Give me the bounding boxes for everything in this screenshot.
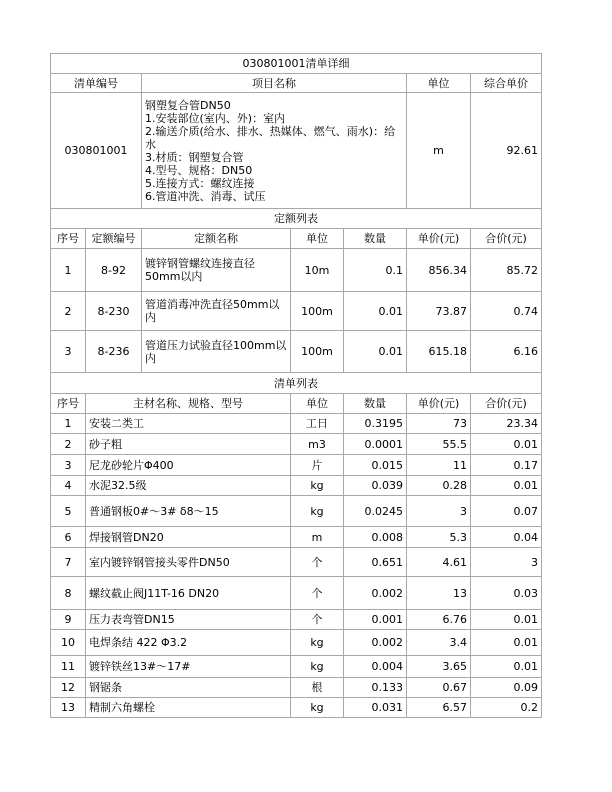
material-name: 精制六角螺栓 bbox=[86, 698, 291, 718]
material-total: 0.03 bbox=[471, 577, 542, 610]
material-qty: 0.015 bbox=[344, 455, 407, 476]
material-unit: kg bbox=[291, 656, 344, 678]
material-name: 电焊条结 422 Φ3.2 bbox=[86, 630, 291, 656]
material-row bbox=[51, 434, 542, 455]
material-no: 3 bbox=[51, 455, 86, 476]
material-no: 8 bbox=[51, 577, 86, 610]
quota-col-qty: 数量 bbox=[344, 229, 407, 249]
material-qty: 0.0001 bbox=[344, 434, 407, 455]
quota-unit: 100m bbox=[291, 292, 344, 331]
material-price: 11 bbox=[407, 455, 471, 476]
material-unit: 片 bbox=[291, 455, 344, 476]
material-unit: kg bbox=[291, 630, 344, 656]
material-no: 11 bbox=[51, 656, 86, 678]
material-no: 4 bbox=[51, 476, 86, 496]
name-header: 项目名称 bbox=[142, 74, 407, 93]
desc-line: 6.管道冲洗、消毒、试压 bbox=[145, 189, 266, 203]
quota-col-code: 定额编号 bbox=[86, 229, 142, 249]
quota-col-no: 序号 bbox=[51, 229, 86, 249]
quota-qty: 0.01 bbox=[344, 292, 407, 331]
material-no: 12 bbox=[51, 678, 86, 698]
material-no: 6 bbox=[51, 527, 86, 548]
material-total: 0.01 bbox=[471, 610, 542, 630]
material-section-title: 清单列表 bbox=[51, 373, 542, 394]
material-name: 钢锯条 bbox=[86, 678, 291, 698]
quota-no: 3 bbox=[51, 331, 86, 373]
quota-unit: 10m bbox=[291, 249, 344, 292]
material-row bbox=[51, 496, 542, 527]
quota-code: 8-230 bbox=[86, 292, 142, 331]
quota-total: 85.72 bbox=[471, 249, 542, 292]
material-row bbox=[51, 548, 542, 577]
unit-header: 单位 bbox=[407, 74, 471, 93]
material-total: 3 bbox=[471, 548, 542, 577]
desc-line: 4.型号、规格：DN50 bbox=[145, 163, 253, 177]
quota-col-unit: 单位 bbox=[291, 229, 344, 249]
material-row bbox=[51, 455, 542, 476]
material-row bbox=[51, 414, 542, 434]
material-name: 压力表弯管DN15 bbox=[86, 610, 291, 630]
quota-name: 镀锌钢管螺纹连接直径50mm以内 bbox=[142, 249, 291, 292]
table-title: 030801001清单详细 bbox=[51, 54, 542, 74]
item-code: 030801001 bbox=[51, 93, 142, 209]
material-qty: 0.004 bbox=[344, 656, 407, 678]
material-unit: 个 bbox=[291, 548, 344, 577]
material-qty: 0.651 bbox=[344, 548, 407, 577]
material-name: 安装二类工 bbox=[86, 414, 291, 434]
quota-code: 8-92 bbox=[86, 249, 142, 292]
quota-total: 0.74 bbox=[471, 292, 542, 331]
material-no: 13 bbox=[51, 698, 86, 718]
material-row bbox=[51, 678, 542, 698]
material-unit: 根 bbox=[291, 678, 344, 698]
material-no: 7 bbox=[51, 548, 86, 577]
material-total: 0.01 bbox=[471, 476, 542, 496]
desc-line: 5.连接方式：螺纹连接 bbox=[145, 176, 255, 190]
material-unit: 工日 bbox=[291, 414, 344, 434]
quota-section-title: 定额列表 bbox=[51, 209, 542, 229]
material-name: 室内镀锌钢管接头零件DN50 bbox=[86, 548, 291, 577]
quota-code: 8-236 bbox=[86, 331, 142, 373]
material-name: 普通钢板0#～3# δ8～15 bbox=[86, 496, 291, 527]
material-col-total: 合价(元) bbox=[471, 394, 542, 414]
material-col-qty: 数量 bbox=[344, 394, 407, 414]
material-price: 3.65 bbox=[407, 656, 471, 678]
material-row bbox=[51, 610, 542, 630]
material-col-name: 主材名称、规格、型号 bbox=[86, 394, 291, 414]
material-price: 0.67 bbox=[407, 678, 471, 698]
price-header: 综合单价 bbox=[471, 74, 542, 93]
material-price: 4.61 bbox=[407, 548, 471, 577]
material-total: 0.07 bbox=[471, 496, 542, 527]
material-name: 镀锌铁丝13#～17# bbox=[86, 656, 291, 678]
material-unit: kg bbox=[291, 476, 344, 496]
material-name: 焊接钢管DN20 bbox=[86, 527, 291, 548]
material-price: 3 bbox=[407, 496, 471, 527]
material-total: 0.09 bbox=[471, 678, 542, 698]
quota-no: 1 bbox=[51, 249, 86, 292]
material-row bbox=[51, 476, 542, 496]
quota-col-total: 合价(元) bbox=[471, 229, 542, 249]
quota-col-price: 单价(元) bbox=[407, 229, 471, 249]
quota-no: 2 bbox=[51, 292, 86, 331]
quota-price: 856.34 bbox=[407, 249, 471, 292]
item-description bbox=[142, 93, 407, 209]
material-row bbox=[51, 630, 542, 656]
quota-price: 73.87 bbox=[407, 292, 471, 331]
material-price: 13 bbox=[407, 577, 471, 610]
material-col-no: 序号 bbox=[51, 394, 86, 414]
material-qty: 0.039 bbox=[344, 476, 407, 496]
bill-detail-table bbox=[50, 53, 542, 718]
quota-price: 615.18 bbox=[407, 331, 471, 373]
material-total: 0.01 bbox=[471, 656, 542, 678]
material-no: 1 bbox=[51, 414, 86, 434]
material-price: 3.4 bbox=[407, 630, 471, 656]
desc-line: 1.安装部位(室内、外)：室内 bbox=[145, 111, 286, 125]
material-qty: 0.002 bbox=[344, 630, 407, 656]
material-price: 0.28 bbox=[407, 476, 471, 496]
material-price: 6.57 bbox=[407, 698, 471, 718]
material-row bbox=[51, 527, 542, 548]
material-name: 尼龙砂轮片Φ400 bbox=[86, 455, 291, 476]
material-unit: kg bbox=[291, 496, 344, 527]
item-price: 92.61 bbox=[471, 93, 542, 209]
material-total: 23.34 bbox=[471, 414, 542, 434]
quota-row bbox=[51, 331, 542, 373]
material-row bbox=[51, 656, 542, 678]
quota-row bbox=[51, 292, 542, 331]
material-qty: 0.133 bbox=[344, 678, 407, 698]
material-unit: kg bbox=[291, 698, 344, 718]
material-qty: 0.031 bbox=[344, 698, 407, 718]
material-total: 0.01 bbox=[471, 630, 542, 656]
material-name: 砂子粗 bbox=[86, 434, 291, 455]
material-total: 0.2 bbox=[471, 698, 542, 718]
material-name: 螺纹截止阀J11T-16 DN20 bbox=[86, 577, 291, 610]
material-total: 0.01 bbox=[471, 434, 542, 455]
item-unit: m bbox=[407, 93, 471, 209]
material-total: 0.04 bbox=[471, 527, 542, 548]
desc-line: 钢塑复合管DN50 bbox=[145, 98, 231, 112]
material-row bbox=[51, 577, 542, 610]
desc-line: 3.材质：钢塑复合管 bbox=[145, 150, 244, 164]
material-price: 5.3 bbox=[407, 527, 471, 548]
material-unit: 个 bbox=[291, 610, 344, 630]
material-no: 5 bbox=[51, 496, 86, 527]
quota-row bbox=[51, 249, 542, 292]
quota-name: 管道压力试验直径100mm以内 bbox=[142, 331, 291, 373]
material-unit: m3 bbox=[291, 434, 344, 455]
desc-line: 2.输送介质(给水、排水、热媒体、燃气、雨水)：给水 bbox=[145, 124, 396, 151]
material-qty: 0.0245 bbox=[344, 496, 407, 527]
material-price: 73 bbox=[407, 414, 471, 434]
material-no: 2 bbox=[51, 434, 86, 455]
material-col-price: 单价(元) bbox=[407, 394, 471, 414]
material-unit: 个 bbox=[291, 577, 344, 610]
quota-col-name: 定额名称 bbox=[142, 229, 291, 249]
quota-qty: 0.1 bbox=[344, 249, 407, 292]
material-price: 6.76 bbox=[407, 610, 471, 630]
material-row bbox=[51, 698, 542, 718]
material-total: 0.17 bbox=[471, 455, 542, 476]
quota-name: 管道消毒冲洗直径50mm以内 bbox=[142, 292, 291, 331]
material-unit: m bbox=[291, 527, 344, 548]
material-col-unit: 单位 bbox=[291, 394, 344, 414]
quota-unit: 100m bbox=[291, 331, 344, 373]
material-qty: 0.008 bbox=[344, 527, 407, 548]
material-price: 55.5 bbox=[407, 434, 471, 455]
material-name: 水泥32.5级 bbox=[86, 476, 291, 496]
material-no: 9 bbox=[51, 610, 86, 630]
quota-qty: 0.01 bbox=[344, 331, 407, 373]
quota-total: 6.16 bbox=[471, 331, 542, 373]
material-qty: 0.002 bbox=[344, 577, 407, 610]
code-header: 清单编号 bbox=[51, 74, 142, 93]
material-no: 10 bbox=[51, 630, 86, 656]
material-qty: 0.3195 bbox=[344, 414, 407, 434]
material-qty: 0.001 bbox=[344, 610, 407, 630]
